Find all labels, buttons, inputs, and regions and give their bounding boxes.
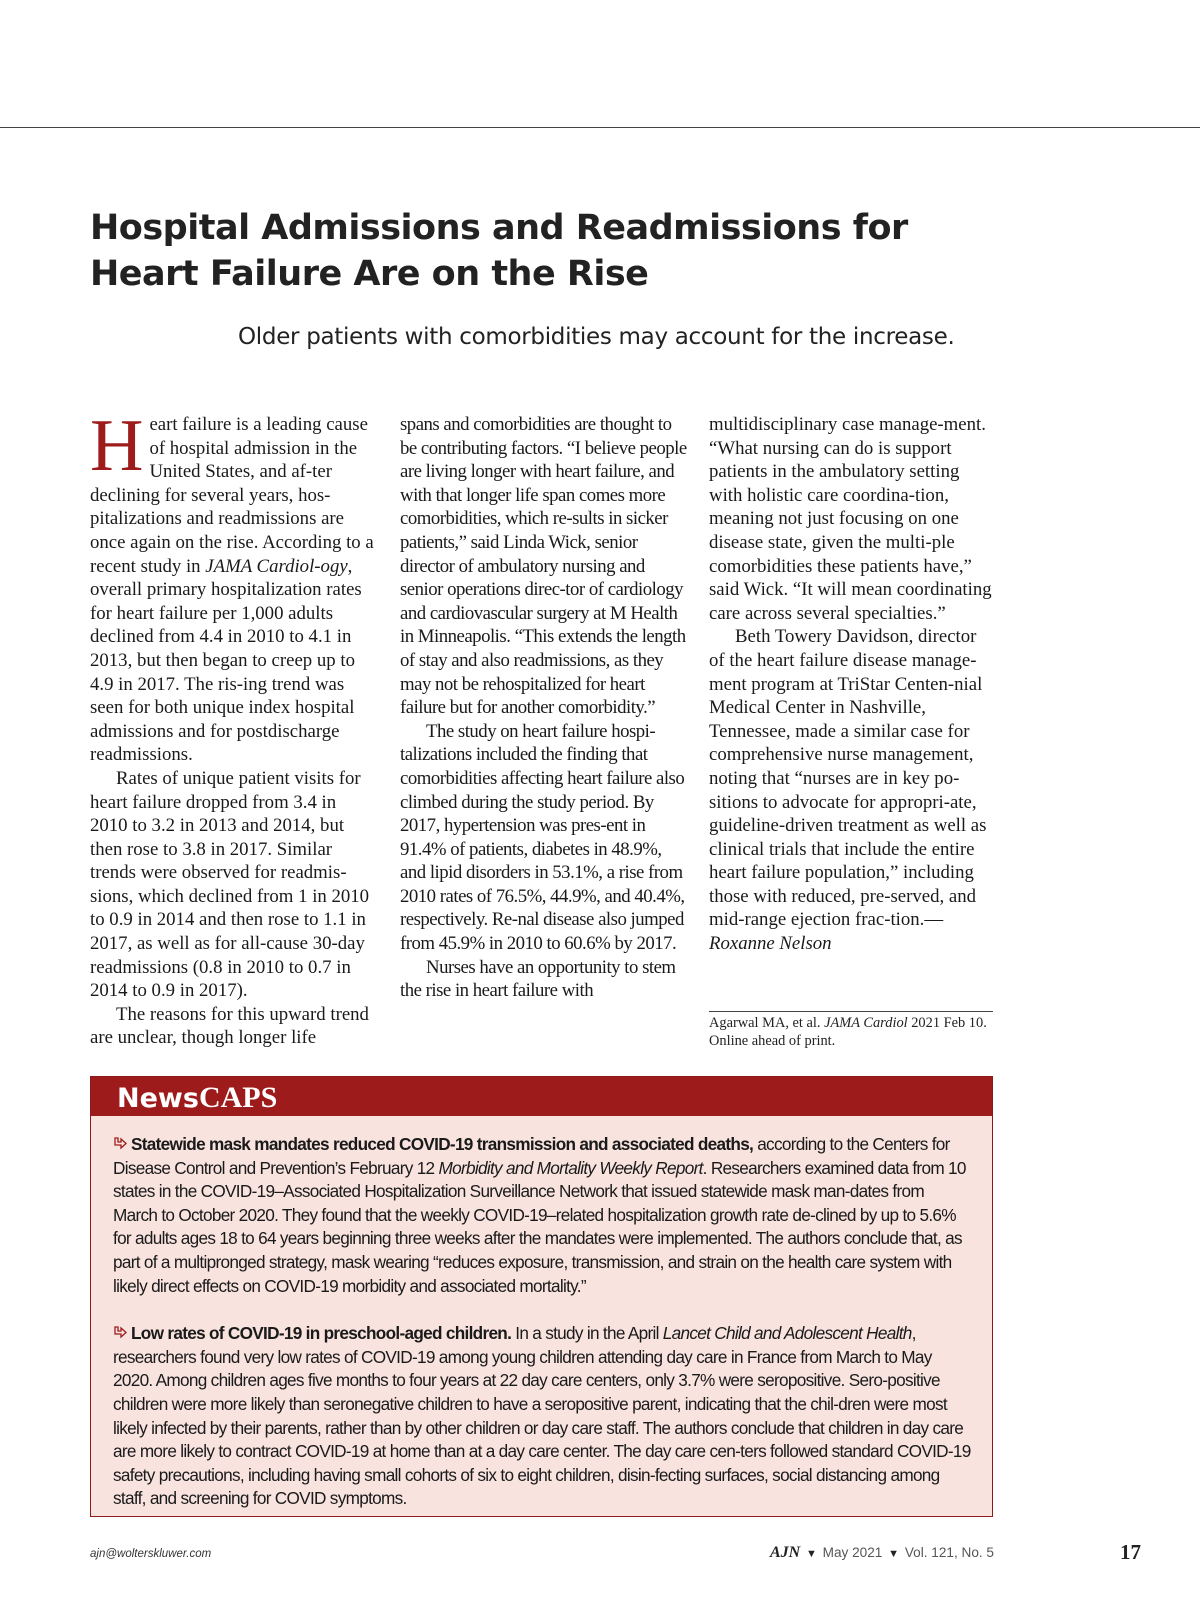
news-text: In a study in the April — [511, 1323, 663, 1344]
journal-name: JAMA Cardiol-ogy — [205, 555, 348, 577]
volume-info: Vol. 121, No. 5 — [904, 1545, 994, 1560]
newscaps-title-caps: CAPS — [198, 1081, 278, 1114]
paragraph: multidisciplinary case manage-ment. “What nursing can do is support patients in the ambulatory setting with holistic care coordina-tion, meaning not just focusing on one disease state, given the multi-ple comorbidities these patients have,” said Wick. “It will mean coordinating care across several specialties.” — [709, 414, 992, 624]
journal-abbrev: AJN — [769, 1544, 801, 1561]
newscaps-header — [91, 1077, 992, 1116]
paragraph: Nurses have an opportunity to stem the rise in heart failure with — [400, 956, 676, 1002]
text: Beth Towery Davidson, director of the heart failure disease manage-ment program at TriStar Centen-nial Medical Center in Nashville, Tennessee, made a similar case for comprehensive nurse management, noting that “nurses are in key po-sitions to advocate for appropri-ate, guideline-driven treatment as well as clinical trials that include the entire heart failure population,” including those with reduced, pre-served, and mid-range ejection frac-tion.— — [709, 626, 987, 931]
citation-rule — [709, 1011, 993, 1012]
newscaps-box — [90, 1076, 993, 1517]
hand-pointer-icon — [113, 1133, 129, 1157]
hand-pointer-icon — [113, 1322, 129, 1346]
triangle-separator-icon: ▼ — [805, 1548, 817, 1560]
paragraph: spans and comorbidities are thought to be contributing factors. “I believe people are living longer with heart failure, and with that longer life span comes more comorbidities, which re-sults in sicker patients,” said Linda Wick, senior director of ambulatory nursing and senior operations direc-tor of cardiology and cardiovascular surgery at M Health in Minneapolis. “This extends the length of stay and also readmissions, as they may not be rehospitalized for heart failure but for another comorbidity.” — [400, 414, 687, 719]
news-text: according to the Centers for Disease Control and Prevention’s February 12 — [113, 1134, 950, 1178]
news-journal: Morbidity and Mortality Weekly Report — [438, 1157, 703, 1178]
footer-journal-info — [770, 1544, 994, 1562]
top-rule — [0, 127, 1200, 128]
author-name: Roxanne Nelson — [709, 933, 832, 955]
citation-text: Agarwal MA, et al. — [709, 1015, 825, 1031]
citation-journal: JAMA Cardiol — [824, 1015, 908, 1031]
paragraph — [90, 405, 376, 767]
newscaps-title-news: News — [117, 1083, 199, 1114]
paragraph — [709, 625, 993, 955]
article-column-3 — [709, 413, 993, 956]
citation-text: 2021 Feb 10. Online ahead of print. — [709, 1015, 987, 1049]
issue-date: May 2021 — [822, 1545, 883, 1560]
news-text: , researchers found very low rates of COVID-19 among young children attending day care in France from March to May 2020. Among children ages five months to four years at 22 day care centers, only 3.7% were seropositive. Sero-positive children were more likely than seronegative children to have a seropositive parent, indicating that the chil-dren were most likely infected by their parents, rather than by other children or day care staff. The authors conclude that children in day care are more likely to contract COVID-19 at home than at a day care center. The day care cen-ters followed standard COVID-19 safety precautions, including having small cohorts of six to eight children, disin-fecting surfaces, social distancing among staff, and screening for COVID symptoms. — [113, 1323, 971, 1509]
newscaps-body — [91, 1116, 992, 1511]
news-lead: Low rates of COVID-19 in preschool-aged children. — [131, 1323, 512, 1344]
news-item — [113, 1322, 972, 1511]
article-column-1 — [90, 405, 376, 1050]
article-title: Hospital Admissions and Readmissions for Heart Failure Are on the Rise — [90, 208, 908, 294]
paragraph: The study on heart failure hospi-talizations included the finding that comorbidities affecting heart failure also climbed during the study period. By 2017, hypertension was pres-ent in 91.4% of patients, diabetes in 48.9%, and lipid disorders in 53.1%, a rise from 2010 rates of 76.5%, 44.9%, and 40.4%, respectively. Re-nal disease also jumped from 45.9% in 2010 to 60.6% by 2017. — [400, 720, 685, 955]
footer-email: ajn@wolterskluwer.com — [90, 1548, 212, 1560]
citation — [709, 1014, 993, 1050]
paragraph: Rates of unique patient visits for heart failure dropped from 3.4 in 2010 to 3.2 in 2013 and 2014, but then rose to 3.8 in 2017. Similar trends were observed for readmis-sions, which declined from 1 in 2010 to 0.9 in 2014 and then rose to 1.1 in 2017, as well as for all-cause 30-day readmissions (0.8 in 2010 to 0.7 in 2014 to 0.9 in 2017). — [90, 767, 370, 1002]
drop-cap: H — [90, 405, 144, 487]
news-journal: Lancet Child and Adolescent Health — [662, 1323, 912, 1344]
paragraph: The reasons for this upward trend are unclear, though longer life — [90, 1003, 369, 1049]
news-item — [113, 1133, 972, 1298]
news-text: . Researchers examined data from 10 states in the COVID-19–Associated Hospitalization Surveillance Network that issued statewide mask man-dates from March to October 2020. They found that the weekly COVID-19–related hospitalization growth rate de-clined by up to 5.6% for adults ages 18 to 64 years beginning three weeks after the mandates were implemented. The authors conclude that, as part of a multipronged strategy, mask wearing “reduces exposure, transmission, and strain on the health care system with likely direct effects on COVID-19 morbidity and associated mortality.” — [113, 1157, 966, 1296]
triangle-separator-icon: ▼ — [888, 1548, 900, 1560]
text: eart failure is a leading cause of hospital admission in the United States, and af-ter declining for several years, hos-pitalizations and readmissions are once again on the rise. According to a recent study in — [90, 414, 374, 577]
news-lead: Statewide mask mandates reduced COVID-19 transmission and associated deaths, — [131, 1134, 754, 1154]
article-column-2 — [400, 413, 690, 1003]
text: , overall primary hospitalization rates for heart failure per 1,000 adults declined from 4.4 in 2010 to 4.1 in 2013, but then began to creep up to 4.9 in 2017. The ris-ing trend was seen for both unique index hospital admissions and for postdischarge readmissions. — [90, 555, 362, 766]
page-number: 17 — [1120, 1540, 1141, 1564]
article-deck: Older patients with comorbidities may account for the increase. — [238, 324, 955, 350]
